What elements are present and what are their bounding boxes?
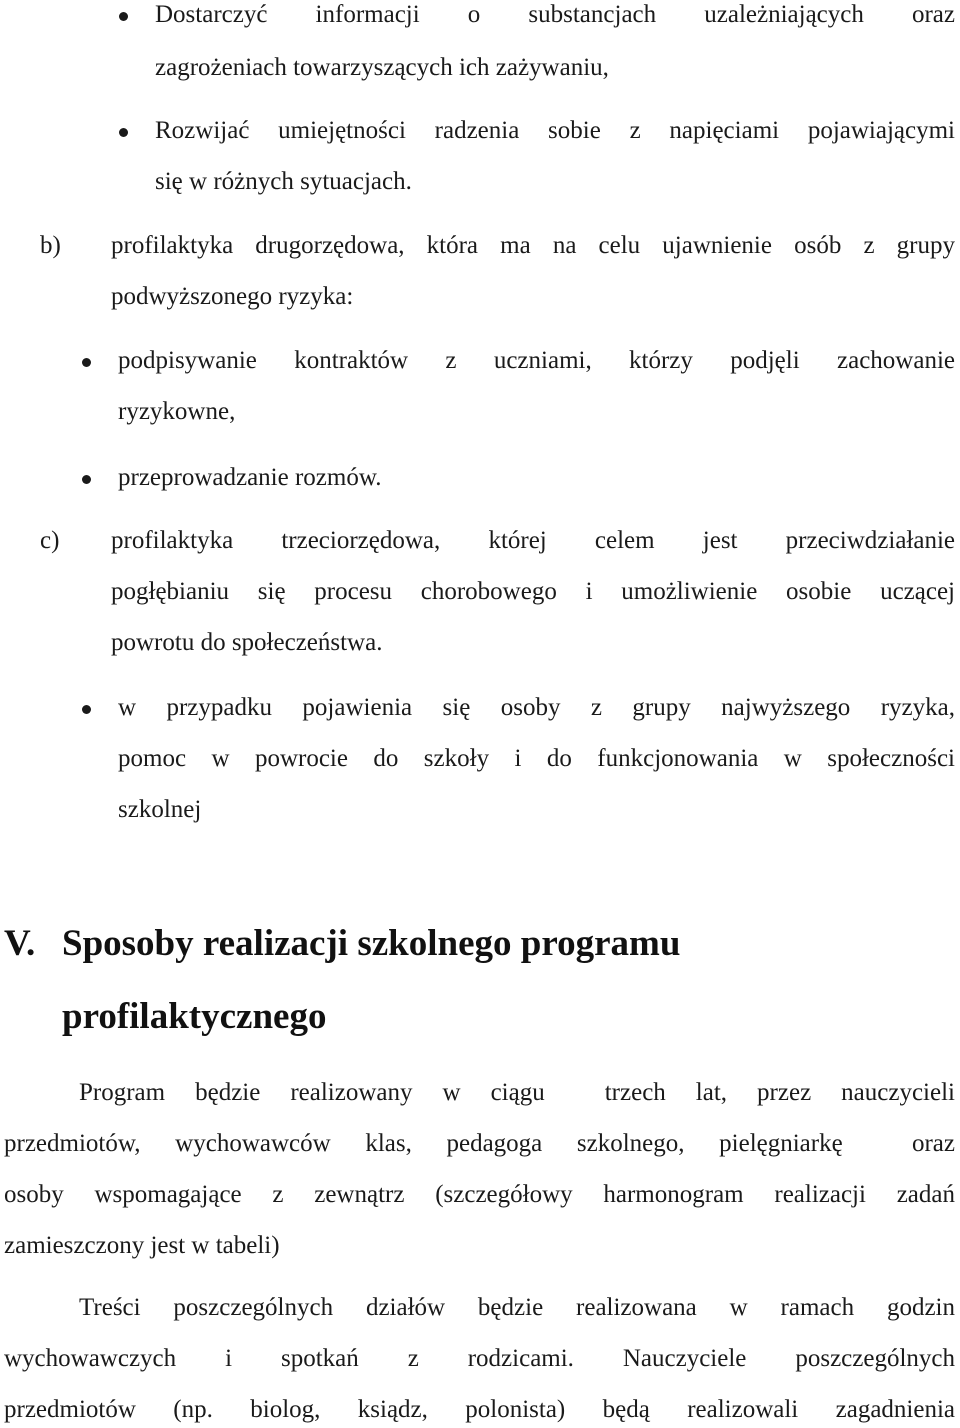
- bullet-dot: [82, 358, 91, 367]
- list-item-line: się w różnych sytuacjach.: [155, 168, 412, 195]
- list-item-line: przeprowadzanie rozmów.: [118, 464, 382, 491]
- bullet-dot: [119, 128, 128, 137]
- item-c-line: pogłębianiu się procesu chorobowego i umożliwienie osobie uczącej: [111, 578, 955, 605]
- list-item-line: w przypadku pojawienia się osoby z grupy najwyższego ryzyka,: [118, 694, 955, 721]
- paragraph-line: Treści poszczególnych działów będzie realizowana w ramach godzin: [79, 1294, 955, 1321]
- bullet-dot: [119, 12, 128, 21]
- paragraph-line: zamieszczony jest w tabeli): [4, 1232, 280, 1259]
- bullet-dot: [82, 475, 91, 484]
- paragraph-line: wychowawczych i spotkań z rodzicami. Nauczyciele poszczególnych: [4, 1345, 955, 1372]
- item-b-line: profilaktyka drugorzędowa, która ma na celu ujawnienie osób z grupy: [111, 232, 955, 259]
- bullet-dot: [82, 705, 91, 714]
- paragraph-line: przedmiotów (np. biolog, ksiądz, polonista) będą realizowali zagadnienia: [4, 1396, 955, 1423]
- list-item-line: podpisywanie kontraktów z uczniami, którzy podjęli zachowanie: [118, 347, 955, 374]
- list-marker-b: b): [40, 232, 61, 259]
- paragraph-line: przedmiotów, wychowawców klas, pedagoga szkolnego, pielęgniarkę oraz: [4, 1130, 955, 1157]
- section-title: profilaktycznego: [62, 996, 327, 1037]
- list-item-line: szkolnej: [118, 796, 202, 823]
- list-marker-c: c): [40, 527, 60, 554]
- list-item-line: zagrożeniach towarzyszących ich zażywaniu,: [155, 54, 609, 81]
- item-b-line: podwyższonego ryzyka:: [111, 283, 354, 310]
- item-c-line: profilaktyka trzeciorzędowa, której celem jest przeciwdziałanie: [111, 527, 955, 554]
- paragraph-line: Program będzie realizowany w ciągu trzech lat, przez nauczycieli: [79, 1079, 955, 1106]
- paragraph-line: osoby wspomagające z zewnątrz (szczegółowy harmonogram realizacji zadań: [4, 1181, 955, 1208]
- list-item-line: ryzykowne,: [118, 398, 236, 425]
- list-item-line: pomoc w powrocie do szkoły i do funkcjonowania w społeczności: [118, 745, 955, 772]
- section-number: V.: [4, 923, 36, 964]
- list-item-line: Dostarczyć informacji o substancjach uzależniających oraz: [155, 1, 955, 28]
- list-item-line: Rozwijać umiejętności radzenia sobie z napięciami pojawiającymi: [155, 117, 955, 144]
- item-c-line: powrotu do społeczeństwa.: [111, 629, 383, 656]
- section-title: Sposoby realizacji szkolnego programu: [62, 923, 681, 964]
